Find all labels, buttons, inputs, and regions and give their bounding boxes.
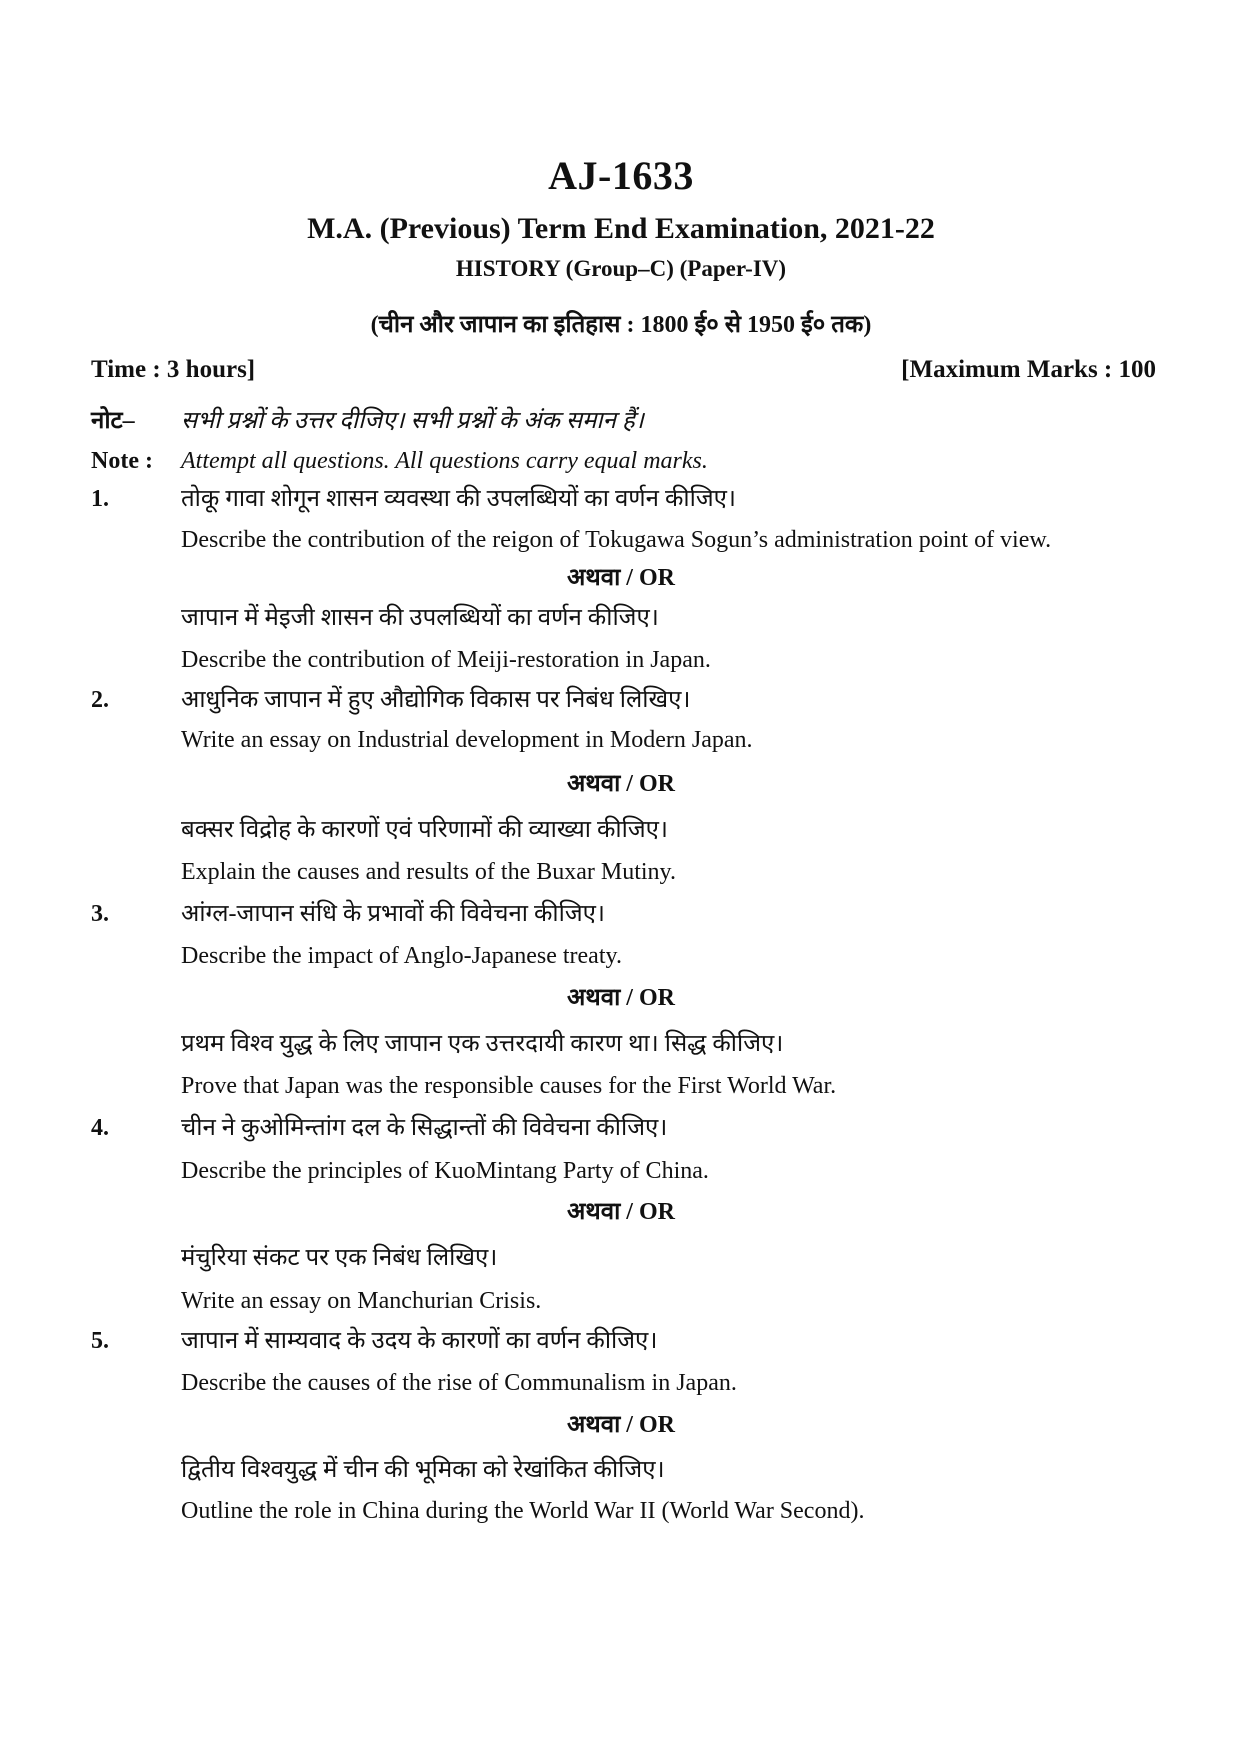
- or-divider: अथवा / OR: [567, 1412, 675, 1438]
- or-divider: अथवा / OR: [567, 565, 675, 591]
- question-number: 4.: [91, 1115, 109, 1141]
- english-note-text: Attempt all questions. All questions carry equal marks.: [181, 448, 708, 474]
- hindi-note-text: सभी प्रश्नों के उत्तर दीजिए। सभी प्रश्नों के अंक समान हैं।: [181, 408, 644, 434]
- question-english: Describe the principles of KuoMintang Party of China.: [181, 1158, 709, 1184]
- hindi-note: [91, 405, 1161, 437]
- alt-question-english: Describe the contribution of Meiji-restoration in Japan.: [181, 647, 711, 673]
- question-english: Describe the contribution of the reigon of Tokugawa Sogun’s administration point of view.: [181, 527, 1052, 553]
- question-english: Write an essay on Industrial development in Modern Japan.: [181, 727, 753, 753]
- hindi-note-label: नोट–: [91, 408, 135, 434]
- question-number: 1.: [91, 486, 109, 512]
- english-note: [91, 445, 1161, 477]
- or-divider: अथवा / OR: [567, 771, 675, 797]
- alt-question-hindi: द्वितीय विश्वयुद्ध में चीन की भूमिका को रेखांकित कीजिए।: [181, 1457, 665, 1483]
- or-divider: अथवा / OR: [567, 985, 675, 1011]
- hindi-subject-title: (चीन और जापान का इतिहास : 1800 ई० से 1950 ई० तक): [370, 312, 872, 338]
- question-hindi: चीन ने कुओमिन्तांग दल के सिद्धान्तों की विवेचना कीजिए।: [181, 1115, 668, 1141]
- subject-title: HISTORY (Group–C) (Paper-IV): [455, 256, 787, 281]
- question-number: 3.: [91, 901, 109, 927]
- alt-question-hindi: प्रथम विश्व युद्ध के लिए जापान एक उत्तरदायी कारण था। सिद्ध कीजिए।: [181, 1031, 784, 1057]
- alt-question-hindi: मंचुरिया संकट पर एक निबंध लिखिए।: [181, 1245, 498, 1271]
- alt-question-hindi: बक्सर विद्रोह के कारणों एवं परिणामों की व्याख्या कीजिए।: [181, 817, 669, 843]
- or-divider: अथवा / OR: [567, 1199, 675, 1225]
- question-number: 5.: [91, 1328, 109, 1354]
- question-hindi: आंग्ल-जापान संधि के प्रभावों की विवेचना कीजिए।: [181, 901, 606, 927]
- question-english: Describe the causes of the rise of Communalism in Japan.: [181, 1370, 737, 1396]
- alt-question-hindi: जापान में मेइजी शासन की उपलब्धियों का वर्णन कीजिए।: [181, 605, 659, 631]
- time-allowed: Time : 3 hours]: [91, 356, 256, 383]
- maximum-marks: [Maximum Marks : 100: [901, 356, 1156, 383]
- question-number: 2.: [91, 687, 109, 713]
- paper-code: AJ-1633: [548, 153, 694, 198]
- question-hindi: जापान में साम्यवाद के उदय के कारणों का वर्णन कीजिए।: [181, 1328, 658, 1354]
- question-english: Describe the impact of Anglo-Japanese treaty.: [181, 943, 622, 969]
- alt-question-english: Explain the causes and results of the Buxar Mutiny.: [181, 859, 676, 885]
- question-hindi: तोकू गावा शोगून शासन व्यवस्था की उपलब्धियों का वर्णन कीजिए।: [181, 486, 736, 512]
- alt-question-english: Outline the role in China during the World War II (World War Second).: [181, 1498, 865, 1524]
- alt-question-english: Prove that Japan was the responsible causes for the First World War.: [181, 1073, 837, 1099]
- english-note-label: Note :: [91, 448, 153, 474]
- alt-question-english: Write an essay on Manchurian Crisis.: [181, 1288, 542, 1314]
- question-hindi: आधुनिक जापान में हुए औद्योगिक विकास पर निबंध लिखिए।: [181, 687, 691, 713]
- exam-title: M.A. (Previous) Term End Examination, 2021-22: [307, 212, 935, 245]
